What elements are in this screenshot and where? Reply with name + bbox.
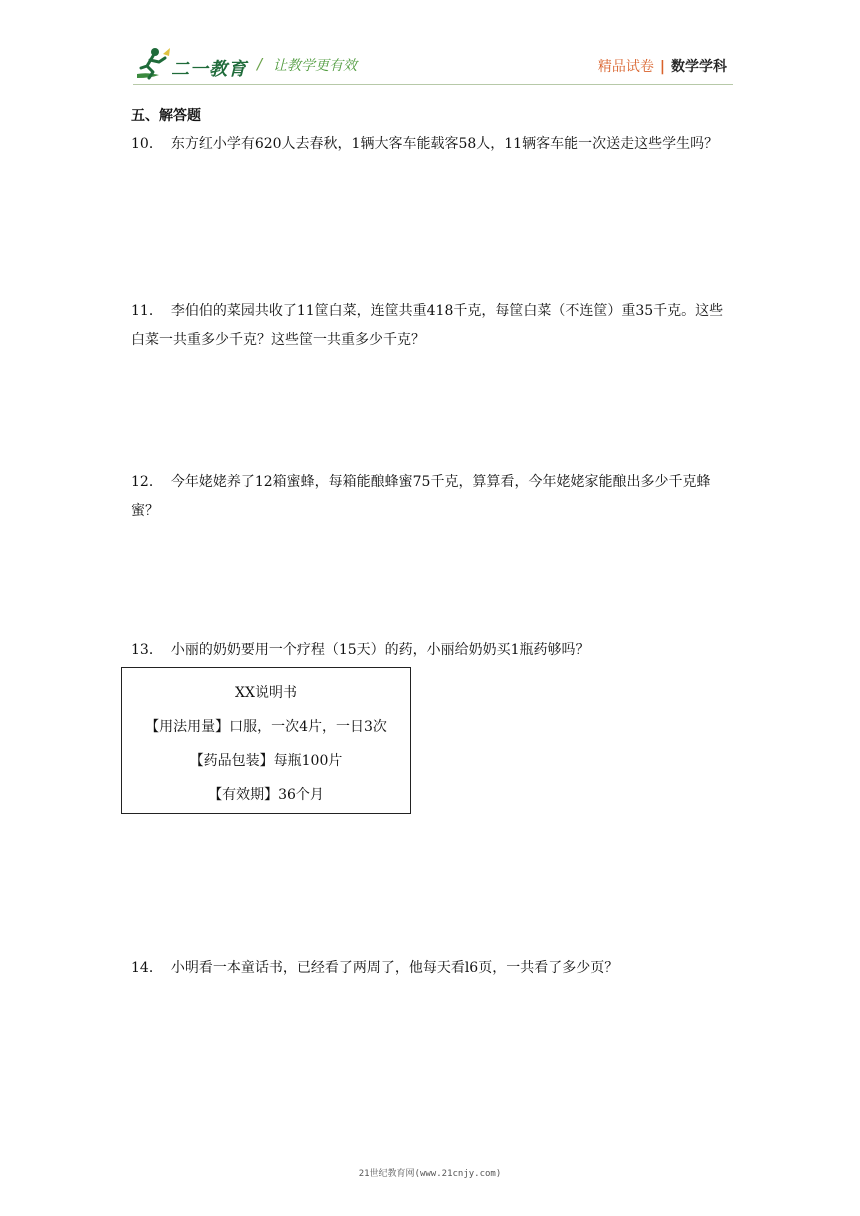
question-number: 11．	[131, 303, 163, 319]
subject-tag: 数学学科	[671, 59, 727, 75]
question-10	[131, 130, 731, 159]
question-11	[131, 297, 731, 355]
question-number: 14．	[131, 960, 163, 976]
tag-separator: |	[659, 59, 665, 75]
question-number: 10．	[131, 136, 163, 152]
header-divider	[133, 84, 733, 85]
question-text: 今年姥姥养了12箱蜜蜂，每箱能酿蜂蜜75千克，算算看，今年姥姥家能酿出多少千克蜂蜜？	[131, 474, 711, 519]
page-footer: 21世纪教育网(www.21cnjy.com)	[358, 1169, 502, 1179]
manual-usage: 【用法用量】口服，一次4片，一日3次	[145, 719, 387, 735]
premium-tag: 精品试卷	[597, 59, 654, 75]
section-title: 五、解答题	[131, 108, 201, 124]
question-text: 小丽的奶奶要用一个疗程（15天）的药，小丽给奶奶买1瓶药够吗？	[170, 642, 590, 658]
manual-validity: 【有效期】36个月	[208, 787, 324, 803]
question-number: 12．	[131, 474, 163, 490]
question-number: 13．	[131, 642, 163, 658]
running-figure-logo-icon	[133, 44, 173, 82]
manual-title: XX说明书	[235, 685, 297, 701]
manual-package: 【药品包装】每瓶100片	[189, 753, 343, 769]
slogan-divider: /	[257, 55, 263, 73]
question-13	[131, 636, 731, 665]
page-header	[133, 44, 733, 86]
header-tags	[598, 56, 727, 76]
question-text: 李伯伯的菜园共收了11筐白菜，连筐共重418千克，每筐白菜（不连筐）重35千克。这些白菜一共重多少千克？这些筐一共重多少千克？	[131, 303, 724, 348]
slogan-text: 让教学更有效	[273, 58, 357, 74]
brand-logo	[133, 44, 253, 82]
question-text: 东方红小学有620人去春秋，1辆大客车能载客58人，11辆客车能一次送走这些学生吗？	[170, 136, 719, 152]
question-text: 小明看一本童话书，已经看了两周了，他每天看l6页，一共看了多少页？	[170, 960, 619, 976]
question-12	[131, 468, 731, 526]
question-14	[131, 954, 731, 983]
logo-text: 二一教育	[171, 59, 247, 80]
medicine-manual-box	[121, 667, 411, 814]
